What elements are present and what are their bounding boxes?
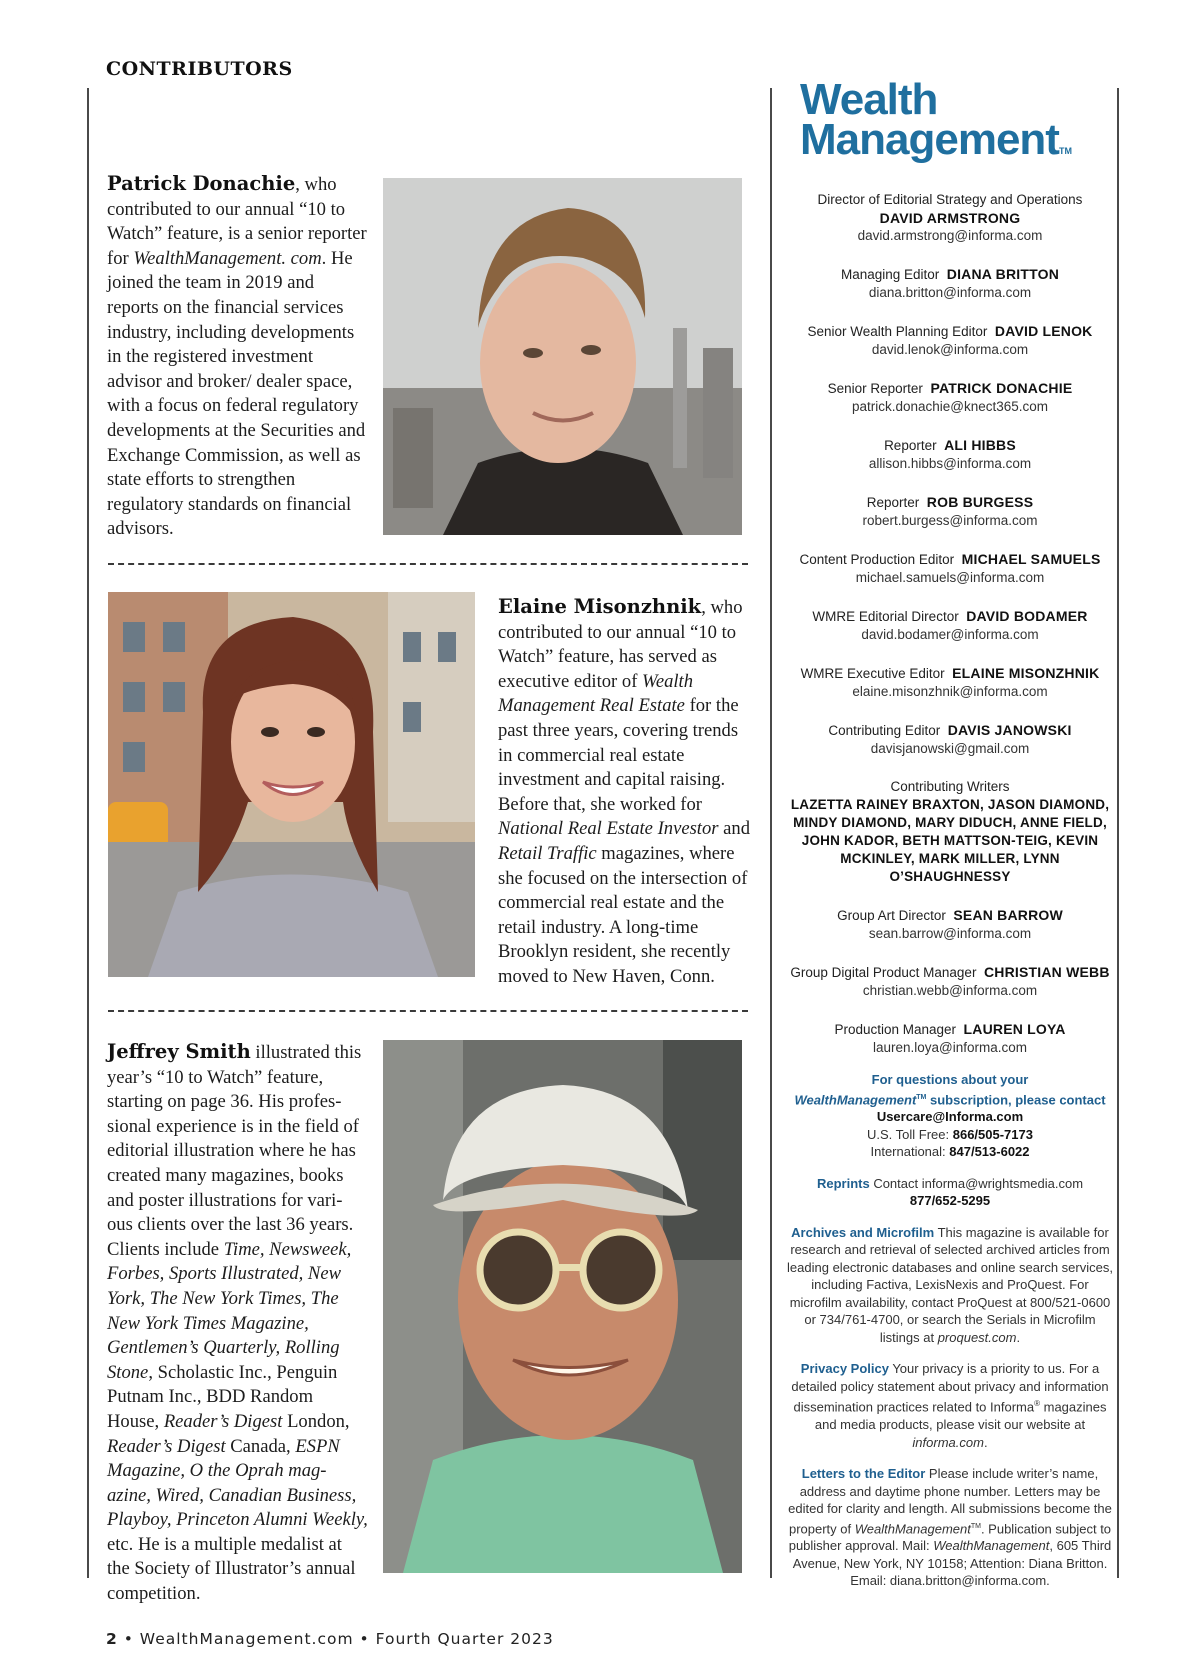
bio-text: London, [282, 1410, 350, 1432]
staff-email[interactable]: sean.barrow@informa.com [868, 926, 1032, 941]
staff-entry [785, 379, 1115, 416]
privacy-registered: ® [1034, 1399, 1041, 1409]
staff-entry [785, 1020, 1115, 1057]
logo-trademark: TM [1058, 146, 1072, 156]
staff-email[interactable]: lauren.loya@informa.com [872, 1040, 1028, 1055]
staff-email[interactable]: david.bodamer@informa.com [861, 627, 1039, 642]
staff-name: CHRISTIAN WEBB [983, 964, 1110, 980]
bio-italic: Time, Newsweek, Forbes, Sports Illustrated, New York, The New York Times, The New York Times Magazine, Gentlemen’s Quarterly, Rolling Stone [107, 1238, 352, 1383]
section-label: CONTRIBUTORS [106, 58, 293, 80]
staff-email[interactable]: christian.webb@informa.com [862, 983, 1038, 998]
privacy-text-2: magazines and media products, please visit our website at [814, 1399, 1107, 1433]
letters-brand: WealthManagement [854, 1520, 971, 1536]
divider-2 [108, 1010, 748, 1012]
staff-email[interactable]: diana.britton@informa.com [868, 285, 1032, 300]
staff-name: SEAN BARROW [953, 907, 1063, 923]
staff-name: ROB BURGESS [926, 494, 1034, 510]
staff-email[interactable]: allison.hibbs@informa.com [868, 456, 1032, 471]
footer-issue: Fourth Quarter 2023 [375, 1630, 554, 1648]
letters-label: Letters to the Editor [801, 1466, 926, 1482]
reprints-phone: 877/652-5295 [909, 1193, 991, 1209]
privacy-end: . [983, 1434, 988, 1450]
staff-title: Director of Editorial Strategy and Operations [817, 192, 1083, 207]
staff-name: ELAINE MISONZHNIK [952, 665, 1100, 681]
staff-entry [785, 906, 1115, 943]
bio-text: , Scholastic Inc., Penguin Putnam Inc., BDD Random House, [107, 1361, 338, 1432]
photo-patrick-donachie [383, 178, 742, 535]
archives-info [785, 1224, 1115, 1347]
staff-email[interactable]: elaine.misonzhnik@informa.com [852, 684, 1048, 699]
bio-text: , who contributed to our annual “10 to Watch” feature, is a senior reporter for [107, 174, 367, 269]
writers-title: Contributing Writers [890, 779, 1010, 794]
letters-text-2: . Publication subject to publisher approval. Mail: [788, 1520, 1112, 1554]
masthead [785, 75, 1115, 1604]
staff-name: ALI HIBBS [944, 437, 1016, 453]
left-rule [87, 88, 89, 1578]
staff-entry [785, 721, 1115, 758]
reprints-label: Reprints [816, 1175, 870, 1191]
staff-name: DAVIS JANOWSKI [947, 722, 1072, 738]
staff-email[interactable]: davisjanowski@gmail.com [870, 741, 1030, 756]
staff-name: DIANA BRITTON [946, 266, 1060, 282]
subscription-heading: For questions about your [871, 1072, 1029, 1087]
bio-elaine-misonzhnik [498, 595, 750, 990]
bio-text: . He joined the team in 2019 and reports on the financial services industry, including developments in the registered investment advisor and broker/ dealer space, with a focus on federal regulatory developments at the Securities and Exchange Commission, as well as state efforts to strengthen regulatory standards on financial advisors. [107, 247, 366, 540]
wealth-management-logo [800, 75, 1115, 171]
staff-title: Reporter [884, 438, 937, 453]
archives-label: Archives and Microfilm [791, 1224, 935, 1240]
subscription-info [785, 1071, 1115, 1161]
staff-name: MICHAEL SAMUELS [961, 551, 1101, 567]
bio-italic: Wealth Management Real Estate [498, 670, 694, 717]
photo-elaine-misonzhnik [108, 592, 475, 977]
bio-name: Elaine Misonzhnik [498, 595, 702, 618]
subscription-tm: TM [916, 1093, 927, 1101]
footer-site[interactable]: WealthManagement.com [139, 1630, 354, 1648]
archives-end: . [1016, 1329, 1021, 1345]
tollfree-label: U.S. Toll Free: [867, 1126, 953, 1142]
staff-title: Managing Editor [840, 267, 940, 282]
staff-entry [785, 265, 1115, 302]
bio-text: and [718, 818, 751, 840]
staff-name: PATRICK DONACHIE [930, 380, 1073, 396]
staff-name: DAVID LENOK [994, 323, 1093, 339]
privacy-info [785, 1360, 1115, 1451]
bio-patrick-donachie [107, 172, 369, 542]
bio-jeffrey-smith [107, 1040, 369, 1607]
letters-text-3: , 605 Third Avenue, New York, NY 10158; Attention: Diana Britton. Email: diana.britton@informa.com. [792, 1538, 1112, 1589]
staff-title: Group Digital Product Manager [790, 965, 977, 980]
staff-name: LAUREN LOYA [963, 1021, 1066, 1037]
staff-title: Contributing Editor [828, 723, 941, 738]
staff-email[interactable]: patrick.donachie@knect365.com [851, 399, 1049, 414]
bio-name: Patrick Donachie [107, 172, 296, 195]
logo-line-2: Management [800, 115, 1059, 164]
footer-bullet: • [353, 1630, 376, 1648]
footer-bullet: • [117, 1630, 140, 1648]
contributing-writers [785, 778, 1115, 886]
privacy-label: Privacy Policy [800, 1361, 889, 1377]
staff-entry [785, 436, 1115, 473]
bio-italic: National Real Estate Investor [498, 818, 719, 840]
bio-italic: Reader’s Digest [107, 1435, 226, 1457]
staff-name: DAVID BODAMER [966, 608, 1088, 624]
tollfree-number: 866/505-7173 [952, 1126, 1033, 1142]
reprints-text: Contact informa@wrightsmedia.com [869, 1175, 1084, 1191]
reprints-info [785, 1175, 1115, 1210]
staff-entry [785, 963, 1115, 1000]
bio-italic: WealthManagement. com [133, 247, 322, 269]
bio-text: magazines, where she focused on the intersection of commercial real estate and the retail industry. A long-time Brooklyn resident, she recently moved to New Haven, Conn. [498, 842, 748, 987]
archives-link[interactable]: proquest.com [937, 1329, 1017, 1345]
bio-text: , who contributed to our annual “10 to Watch” feature, has served as executive editor of [498, 597, 743, 692]
subscription-heading-2: subscription, please contact [926, 1091, 1106, 1107]
staff-entry [785, 664, 1115, 701]
staff-email[interactable]: robert.burgess@informa.com [862, 513, 1038, 528]
staff-name: DAVID ARMSTRONG [879, 210, 1021, 226]
letters-info [785, 1465, 1115, 1590]
page-footer [106, 1630, 554, 1648]
letters-text: Please include writer’s name, address and daytime phone number. Letters may be edited for clarity and length. All submissions become the property of [788, 1466, 1112, 1536]
bio-text: for the past three years, covering trends in commercial real estate investment and capital raising. Before that, she worked for [498, 695, 739, 815]
writers-names: LAZETTA RAINEY BRAXTON, JASON DIAMOND, MINDY DIAMOND, MARY DIDUCH, ANNE FIELD, JOHN KADOR, BETH MATTSON-TEIG, KEVIN MCKINLEY, MARK MILLER, LYNN O’SHAUGHNESSY [790, 797, 1110, 884]
staff-email[interactable]: michael.samuels@informa.com [855, 570, 1045, 585]
bio-italic: Retail Traffic [498, 842, 597, 864]
staff-entry [785, 322, 1115, 359]
masthead-right-rule [1117, 88, 1119, 1578]
archives-text: This magazine is available for research and retrieval of selected archived articles from leading electronic databases and online search services, including Factiva, LexisNexis and ProQuest. For microfilm availability, contact ProQuest at 800/521-0600 or 734/761-4700, or search the Serials in Microfilm listings at [787, 1224, 1113, 1345]
staff-title: Senior Reporter [827, 381, 923, 396]
privacy-link[interactable]: informa.com [912, 1434, 984, 1450]
staff-entry [785, 550, 1115, 587]
staff-title: WMRE Editorial Director [812, 609, 959, 624]
bio-text: etc. He is a multiple medalist at the Society of Illustrator’s annual competition. [107, 1533, 356, 1605]
divider-1 [108, 563, 748, 565]
letters-brand-2: WealthManagement [933, 1538, 1050, 1554]
intl-number: 847/513-6022 [949, 1144, 1030, 1160]
bio-text: illustrated this year’s “10 to Watch” feature, starting on page 36. His profes- sional experience is in the field of editorial illustration where he has created many magazines, books and poster illustrations for vari- ous clients over the last 36 years. Clients include [107, 1042, 362, 1260]
staff-title: Senior Wealth Planning Editor [807, 324, 988, 339]
subscription-brand: WealthManagement [794, 1091, 917, 1107]
staff-entry [785, 493, 1115, 530]
staff-title: WMRE Executive Editor [800, 666, 945, 681]
staff-title: Content Production Editor [799, 552, 955, 567]
staff-entry [785, 191, 1115, 245]
intl-label: International: [870, 1144, 950, 1160]
bio-italic: Reader’s Digest [163, 1410, 283, 1432]
privacy-text: Your privacy is a priority to us. For a detailed policy statement about privacy and information dissemination practices related to Informa [791, 1361, 1109, 1415]
staff-title: Production Manager [834, 1022, 957, 1037]
staff-title: Group Art Director [837, 908, 946, 923]
page-number: 2 [106, 1630, 118, 1648]
bio-name: Jeffrey Smith [107, 1040, 251, 1063]
subscription-email[interactable]: Usercare@Informa.com [876, 1109, 1024, 1125]
logo-line-1: Wealth [800, 75, 938, 124]
staff-email[interactable]: david.lenok@informa.com [871, 342, 1029, 357]
masthead-left-rule [770, 88, 772, 1578]
staff-title: Reporter [866, 495, 920, 510]
bio-italic: ESPN Magazine, O the Oprah mag- azine, Wired, Canadian Business, Playboy, Princeton Alumni Weekly, [107, 1435, 368, 1531]
photo-jeffrey-smith [383, 1040, 742, 1573]
staff-email[interactable]: david.armstrong@informa.com [857, 228, 1043, 243]
letters-tm: TM [970, 1522, 981, 1530]
staff-entry [785, 607, 1115, 644]
bio-text: Canada, [225, 1435, 296, 1457]
